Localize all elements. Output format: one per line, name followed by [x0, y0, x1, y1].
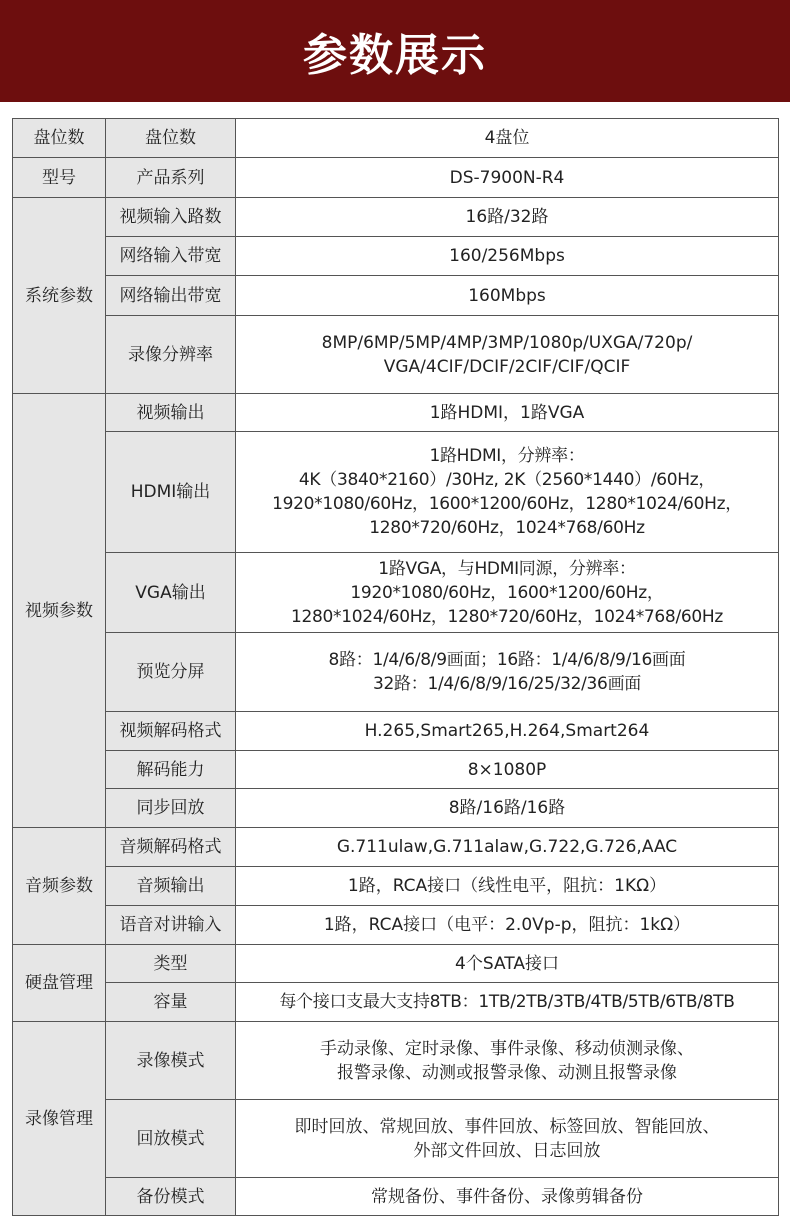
param-value: 即时回放、常规回放、事件回放、标签回放、智能回放、 外部文件回放、日志回放 — [236, 1100, 779, 1178]
page-title: 参数展示 — [303, 30, 487, 81]
table-row — [13, 394, 779, 432]
table-row — [13, 828, 779, 867]
param-label: 预览分屏 — [106, 633, 236, 712]
table-row — [13, 633, 779, 712]
param-label: 视频输出 — [106, 394, 236, 432]
param-value: 160Mbps — [236, 276, 779, 316]
param-label: HDMI输出 — [106, 432, 236, 553]
spec-table — [12, 118, 779, 1216]
header-banner — [0, 0, 790, 102]
param-value: 8MP/6MP/5MP/4MP/3MP/1080p/UXGA/720p/ VGA/4CIF/DCIF/2CIF/CIF/QCIF — [236, 316, 779, 394]
param-value: 1路HDMI，分辨率： 4K（3840*2160）/30Hz, 2K（2560*1440）/60Hz， 1920*1080/60Hz，1600*1200/60Hz，1280*1024/60Hz， 1280*720/60Hz，1024*768/60Hz — [236, 432, 779, 553]
param-value: 1路HDMI，1路VGA — [236, 394, 779, 432]
param-value: 4盘位 — [236, 119, 779, 158]
table-row — [13, 1100, 779, 1178]
table-row — [13, 237, 779, 276]
table-row — [13, 983, 779, 1022]
param-label: 网络输入带宽 — [106, 237, 236, 276]
param-label: 语音对讲输入 — [106, 906, 236, 945]
table-row — [13, 432, 779, 553]
table-row — [13, 553, 779, 633]
param-value: 8×1080P — [236, 751, 779, 789]
table-row — [13, 751, 779, 789]
table-row — [13, 789, 779, 828]
param-label: 音频解码格式 — [106, 828, 236, 867]
param-value: 手动录像、定时录像、事件录像、移动侦测录像、 报警录像、动测或报警录像、动测且报警录像 — [236, 1022, 779, 1100]
table-row — [13, 712, 779, 751]
table-row — [13, 945, 779, 983]
group-cell: 视频参数 — [13, 394, 106, 828]
param-label: VGA输出 — [106, 553, 236, 633]
param-label: 音频输出 — [106, 867, 236, 906]
table-row — [13, 1022, 779, 1100]
group-cell: 硬盘管理 — [13, 945, 106, 1022]
group-cell: 录像管理 — [13, 1022, 106, 1216]
param-value: G.711ulaw,G.711alaw,G.722,G.726,AAC — [236, 828, 779, 867]
param-label: 容量 — [106, 983, 236, 1022]
table-row — [13, 198, 779, 237]
param-value: 4个SATA接口 — [236, 945, 779, 983]
param-value: 16路/32路 — [236, 198, 779, 237]
table-row — [13, 276, 779, 316]
group-cell: 音频参数 — [13, 828, 106, 945]
param-label: 同步回放 — [106, 789, 236, 828]
param-value: 8路/16路/16路 — [236, 789, 779, 828]
param-label: 录像模式 — [106, 1022, 236, 1100]
param-label: 类型 — [106, 945, 236, 983]
group-cell: 盘位数 — [13, 119, 106, 158]
param-label: 备份模式 — [106, 1178, 236, 1216]
table-row — [13, 867, 779, 906]
table-row — [13, 158, 779, 198]
param-label: 网络输出带宽 — [106, 276, 236, 316]
param-value: 每个接口支最大支持8TB：1TB/2TB/3TB/4TB/5TB/6TB/8TB — [236, 983, 779, 1022]
param-value: DS-7900N-R4 — [236, 158, 779, 198]
param-value: 1路，RCA接口（线性电平，阻抗：1KΩ） — [236, 867, 779, 906]
param-value: 8路：1/4/6/8/9画面；16路：1/4/6/8/9/16画面 32路：1/4/6/8/9/16/25/32/36画面 — [236, 633, 779, 712]
param-label: 产品系列 — [106, 158, 236, 198]
param-label: 回放模式 — [106, 1100, 236, 1178]
table-row — [13, 906, 779, 945]
table-row — [13, 119, 779, 158]
param-label: 视频输入路数 — [106, 198, 236, 237]
param-value: 160/256Mbps — [236, 237, 779, 276]
param-label: 盘位数 — [106, 119, 236, 158]
param-label: 解码能力 — [106, 751, 236, 789]
param-value: 1路VGA，与HDMI同源，分辨率： 1920*1080/60Hz，1600*1200/60Hz， 1280*1024/60Hz，1280*720/60Hz，1024*768/60Hz — [236, 553, 779, 633]
param-value: H.265,Smart265,H.264,Smart264 — [236, 712, 779, 751]
table-row — [13, 316, 779, 394]
param-label: 视频解码格式 — [106, 712, 236, 751]
group-cell: 型号 — [13, 158, 106, 198]
param-value: 常规备份、事件备份、录像剪辑备份 — [236, 1178, 779, 1216]
param-label: 录像分辨率 — [106, 316, 236, 394]
group-cell: 系统参数 — [13, 198, 106, 394]
param-value: 1路，RCA接口（电平：2.0Vp-p，阻抗：1kΩ） — [236, 906, 779, 945]
table-row — [13, 1178, 779, 1216]
spec-table-container — [12, 118, 778, 1216]
